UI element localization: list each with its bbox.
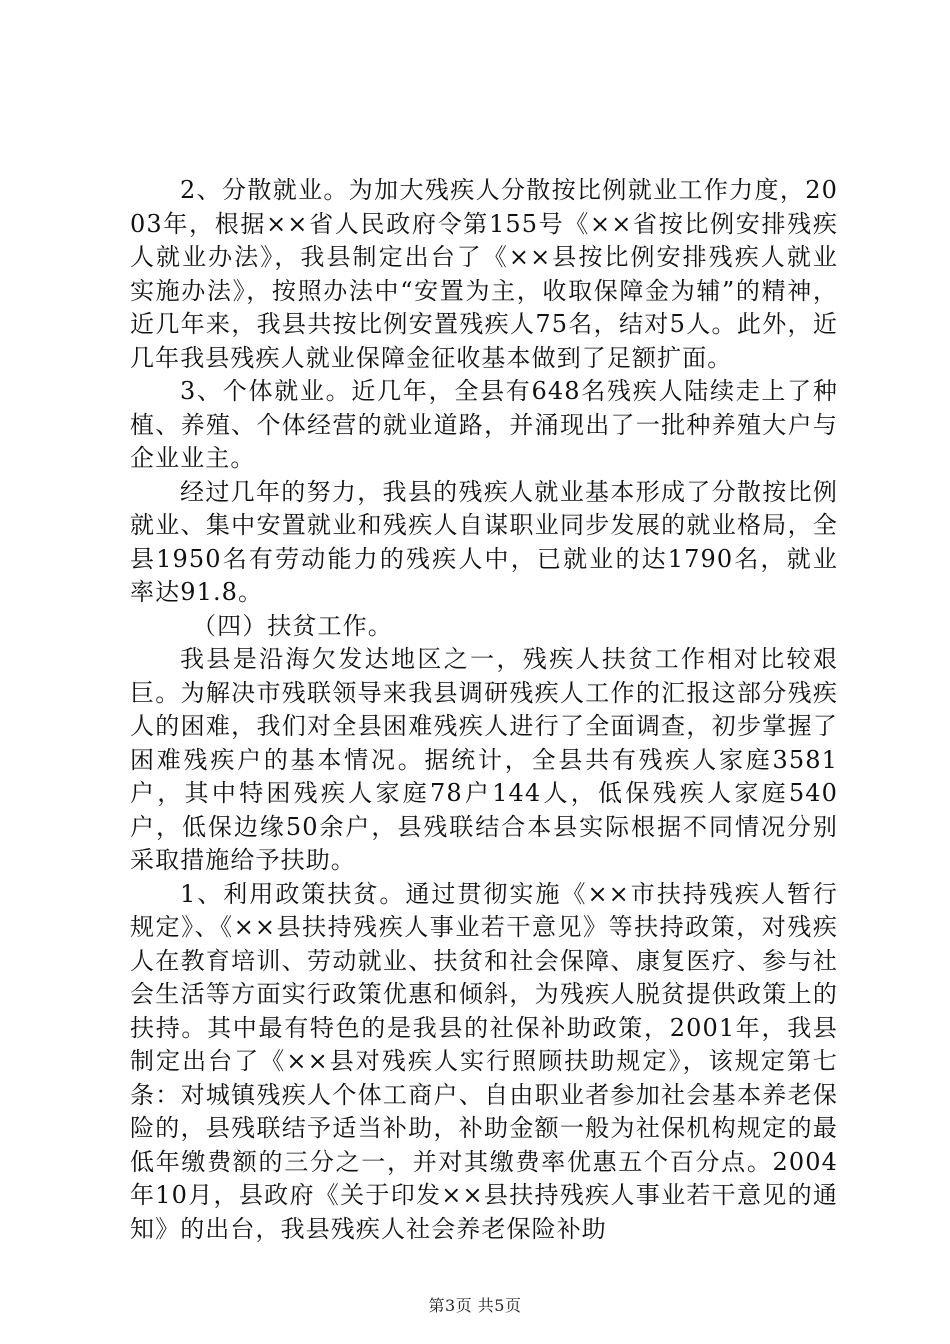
document-body xyxy=(130,174,838,1246)
paragraph-scattered-employment: 2、分散就业。为加大残疾人分散按比例就业工作力度，2003年，根据××省人民政府令第155号《××省按比例安排残疾人就业办法》，我县制定出台了《××县按比例安排残疾人就业实施办法》，按照办法中“安置为主，收取保障金为辅”的精神，近几年来，我县共按比例安置残疾人75名，结对5人。此外，近几年我县残疾人就业保障金征收基本做到了足额扩面。 xyxy=(130,176,838,372)
paragraph-employment-summary: 经过几年的努力，我县的残疾人就业基本形成了分散按比例就业、集中安置就业和残疾人自谋职业同步发展的就业格局，全县1950名有劳动能力的残疾人中，已就业的达1790名，就业率达91.8。 xyxy=(130,477,838,606)
paragraph-individual-employment: 3、个体就业。近几年，全县有648名残疾人陆续走上了种植、养殖、个体经营的就业道路，并涌现出了一批种养殖大户与企业业主。 xyxy=(130,377,838,472)
paragraph-policy-support: 1、利用政策扶贫。通过贯彻实施《××市扶持残疾人暂行规定》、《××县扶持残疾人事业若干意见》等扶持政策，对残疾人在教育培训、劳动就业、扶贫和社会保障、康复医疗、参与社会生活等方面实行政策优惠和倾斜，为残疾人脱贫提供政策上的扶持。其中最有特色的是我县的社保补助政策，2001年，我县制定出台了《××县对残疾人实行照顾扶助规定》，该规定第七条：对城镇残疾人个体工商户、自由职业者参加社会基本养老保险的，县残联结予适当补助，补助金额一般为社保机构规定的最低年缴费额的三分之一，并对其缴费率优惠五个百分点。2004年10月，县政府《关于印发××县扶持残疾人事业若干意见的通知》的出台，我县残疾人社会养老保险补助 xyxy=(130,879,838,1243)
page-indicator: 第3页 共5页 xyxy=(428,1296,522,1315)
paragraph-poverty-overview: 我县是沿海欠发达地区之一，残疾人扶贫工作相对比较艰巨。为解决市残联领导来我县调研残疾人工作的汇报这部分残疾人的困难，我们对全县困难残疾人进行了全面调查，初步掌握了困难残疾户的基本情况。据统计，全县共有残疾人家庭3581户，其中特困残疾人家庭78户144人，低保残疾人家庭540户，低保边缘50余户，县残联结合本县实际根据不同情况分别采取措施给予扶助。 xyxy=(130,645,838,874)
page-footer xyxy=(0,1296,950,1316)
section-heading-poverty-relief: （四）扶贫工作。 xyxy=(192,611,393,640)
